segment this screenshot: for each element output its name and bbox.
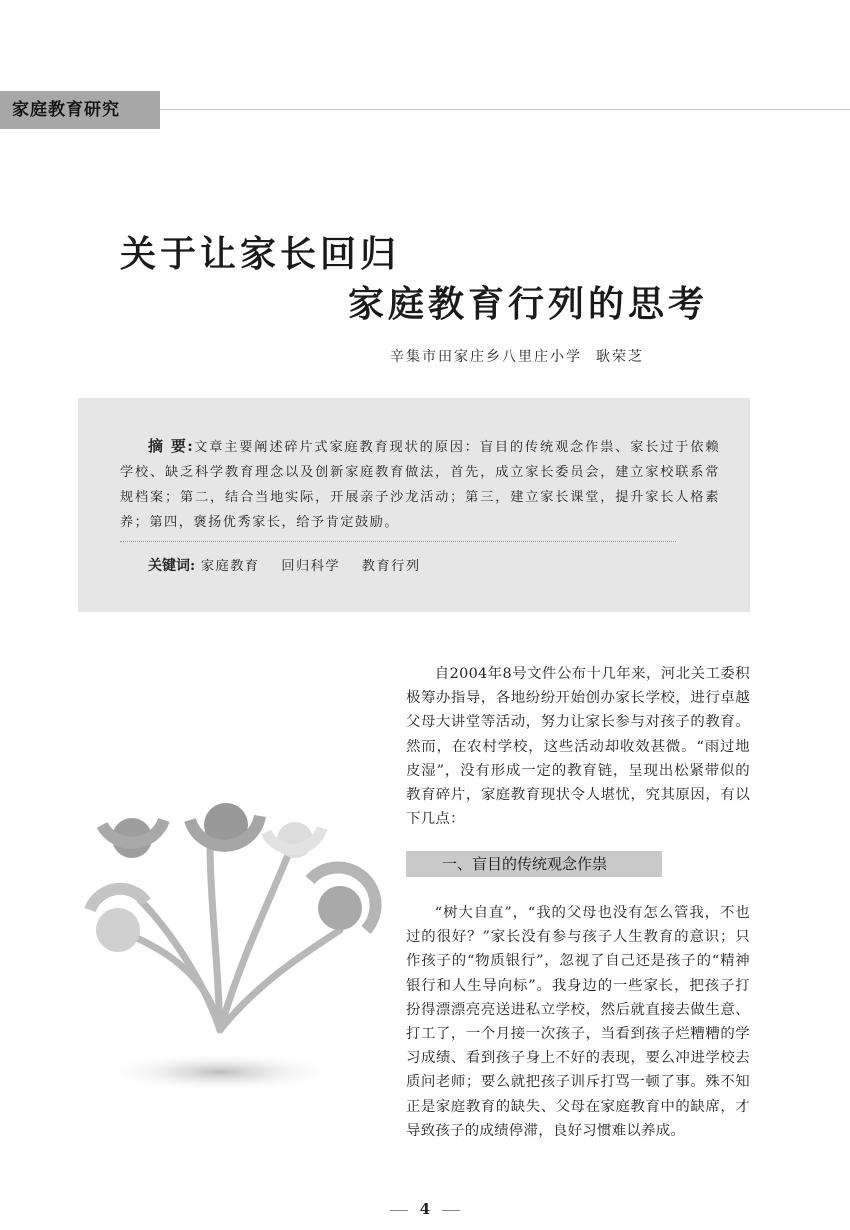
keyword: 教育行列 — [361, 559, 421, 574]
author-name: 耿荣芝 — [596, 349, 644, 365]
section-label: 家庭教育研究 — [0, 91, 160, 129]
body-paragraph-2 — [406, 901, 750, 1143]
keywords-label: 关键词: — [148, 558, 196, 574]
page-number: 4 — [419, 1200, 431, 1218]
section-heading: 一、盲目的传统观念作祟 — [406, 851, 662, 877]
family-tree-illustration — [60, 780, 390, 1100]
paragraph-text: “树大自直”，“我的父母也没有怎么管我，不也过的很好？”家长没有参与孩子人生教育的意识；只作孩子的“物质银行”，忽视了自己还是孩子的“精神银行和人生导向标”。我身边的一些家长，把孩子打扮得漂漂亮亮送进私立学校，然后就直接去做生意、打工了，一个月接一次孩子，当看到孩子烂糟糟的学习成绩、看到孩子身上不好的表现，要么冲进学校去质问老师；要么就把孩子训斥打骂一顿了事。殊不知正是家庭教育的缺失、父母在家庭教育中的缺席，才导致孩子的成绩停滞，良好习惯难以养成。 — [406, 905, 750, 1139]
keyword: 家庭教育 — [200, 559, 260, 574]
footer-dash-right — [442, 1210, 460, 1211]
paragraph-text: 自2004年8号文件公布十几年来，河北关工委积极筹办指导，各地纷纷开始创办家长学校，进行卓越父母大讲堂等活动，努力让家长参与对孩子的教育。然而，在农村学校，这些活动却收效甚微。“雨过地皮湿”，没有形成一定的教育链，呈现出松紧带似的教育碎片，家庭教育现状令人堪忧，究其原因，有以下几点： — [406, 666, 750, 828]
keywords — [148, 555, 437, 575]
header-divider — [160, 109, 850, 110]
page-footer — [0, 1200, 850, 1218]
author-affiliation: 辛集市田家庄乡八里庄小学 — [390, 349, 582, 365]
body-paragraph-1 — [406, 662, 750, 831]
keyword: 回归科学 — [281, 559, 341, 574]
article-title-line1: 关于让家长回归 — [120, 234, 401, 275]
abstract-divider — [120, 541, 676, 542]
abstract-text: 文章主要阐述碎片式家庭教育现状的原因：盲目的传统观念作祟、家长过于依赖学校、缺乏科学教育理念以及创新家庭教育做法，首先，成立家长委员会，建立家校联系常规档案；第二，结合当地实际，开展亲子沙龙活动；第三，建立家长课堂，提升家长人格素养；第四，褒扬优秀家长，给予肯定鼓励。 — [120, 440, 721, 530]
abstract-label: 摘 要: — [148, 437, 194, 455]
abstract-box — [78, 398, 750, 612]
article-title-line2: 家庭教育行列的思考 — [348, 284, 709, 325]
footer-dash-left — [390, 1210, 408, 1211]
abstract — [120, 434, 720, 535]
author-line — [390, 346, 644, 366]
